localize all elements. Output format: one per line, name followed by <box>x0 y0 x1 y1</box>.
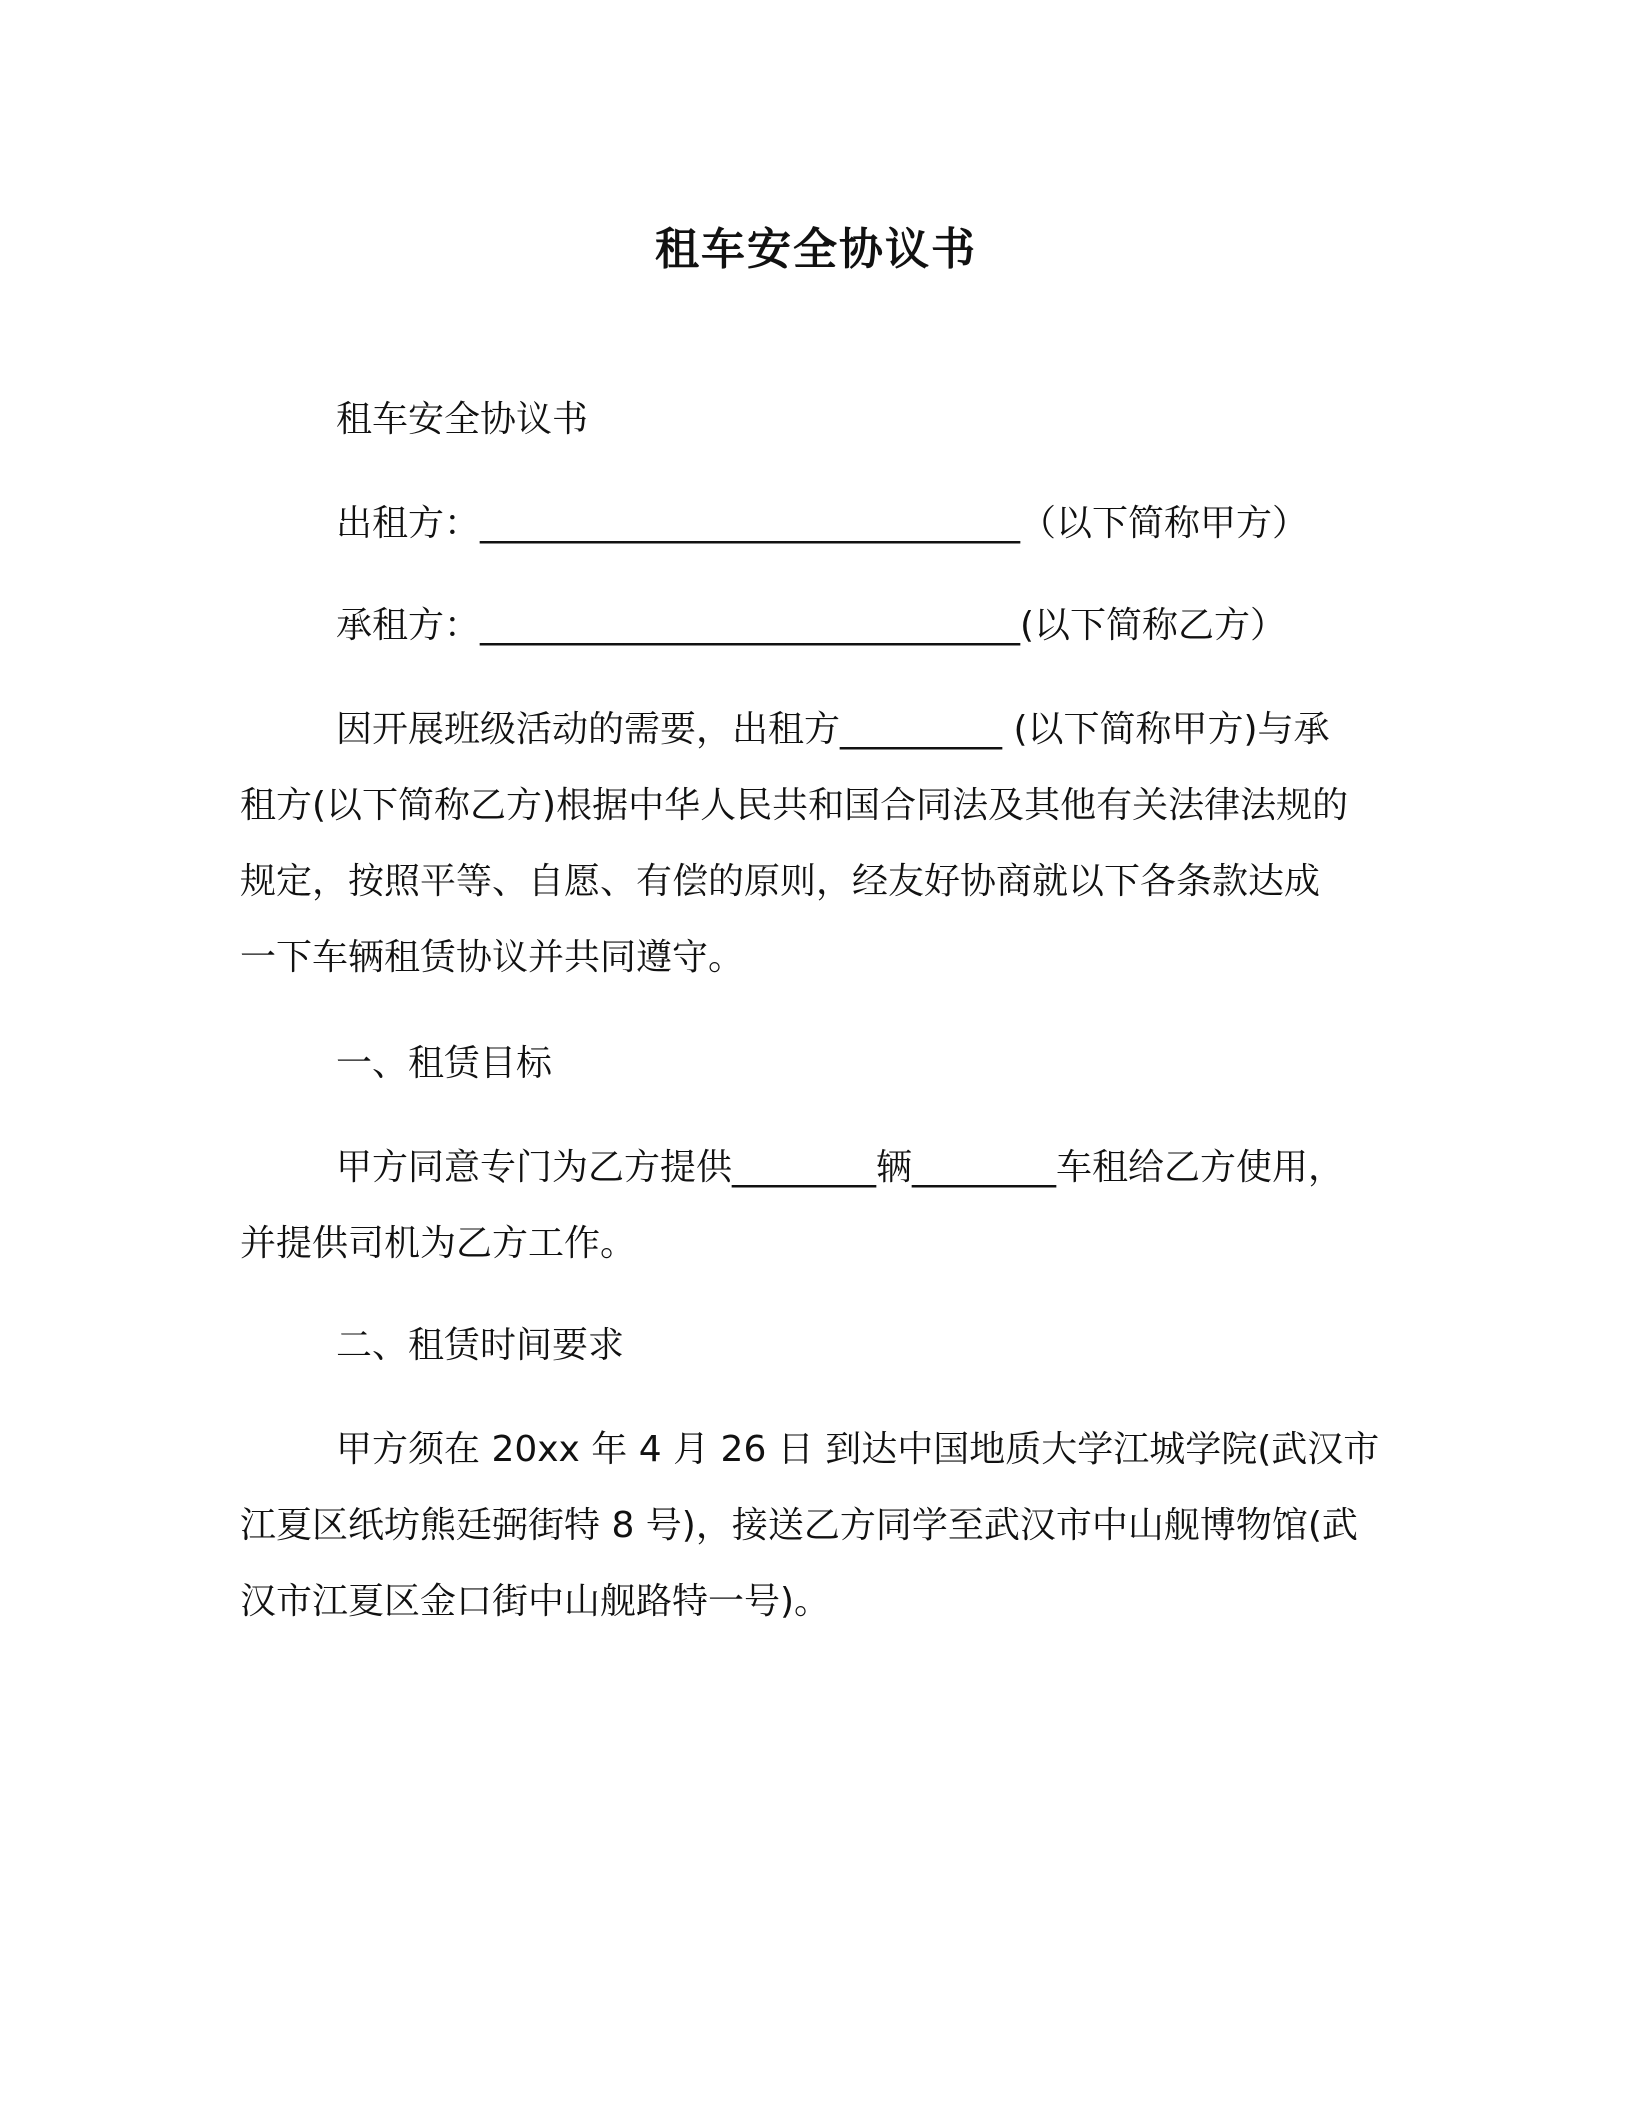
section-2-body-line-3: 汉市江夏区金口街中山舰路特一号)。 <box>240 1581 831 1622</box>
document-subtitle: 租车安全协议书 <box>336 399 589 440</box>
intro-line-3: 规定，按照平等、自愿、有偿的原则，经友好协商就以下各条款达成 <box>240 861 1321 902</box>
intro-line-4: 一下车辆租赁协议并共同遵守。 <box>240 937 745 978</box>
lessor-line: 出租方：______________________________（以下简称甲方） <box>336 503 1309 544</box>
intro-line-2: 租方(以下简称乙方)根据中华人民共和国合同法及其他有关法律法规的 <box>240 785 1349 826</box>
section-1-body-line-1: 甲方同意专门为乙方提供________辆________车租给乙方使用， <box>336 1147 1345 1188</box>
section-1-heading: 一、租赁目标 <box>336 1043 553 1084</box>
section-1-body-line-2: 并提供司机为乙方工作。 <box>240 1223 637 1264</box>
document-title: 租车安全协议书 <box>655 224 977 275</box>
section-2-body-line-2: 江夏区纸坊熊廷弼街特 8 号)，接送乙方同学至武汉市中山舰博物馆(武 <box>240 1505 1358 1546</box>
intro-line-1: 因开展班级活动的需要，出租方_________ (以下简称甲方)与承 <box>336 709 1330 750</box>
section-2-body-line-1: 甲方须在 20xx 年 4 月 26 日 到达中国地质大学江城学院(武汉市 <box>336 1429 1380 1470</box>
lessee-line: 承租方：______________________________(以下简称乙方） <box>336 605 1287 646</box>
section-2-heading: 二、租赁时间要求 <box>336 1325 625 1366</box>
